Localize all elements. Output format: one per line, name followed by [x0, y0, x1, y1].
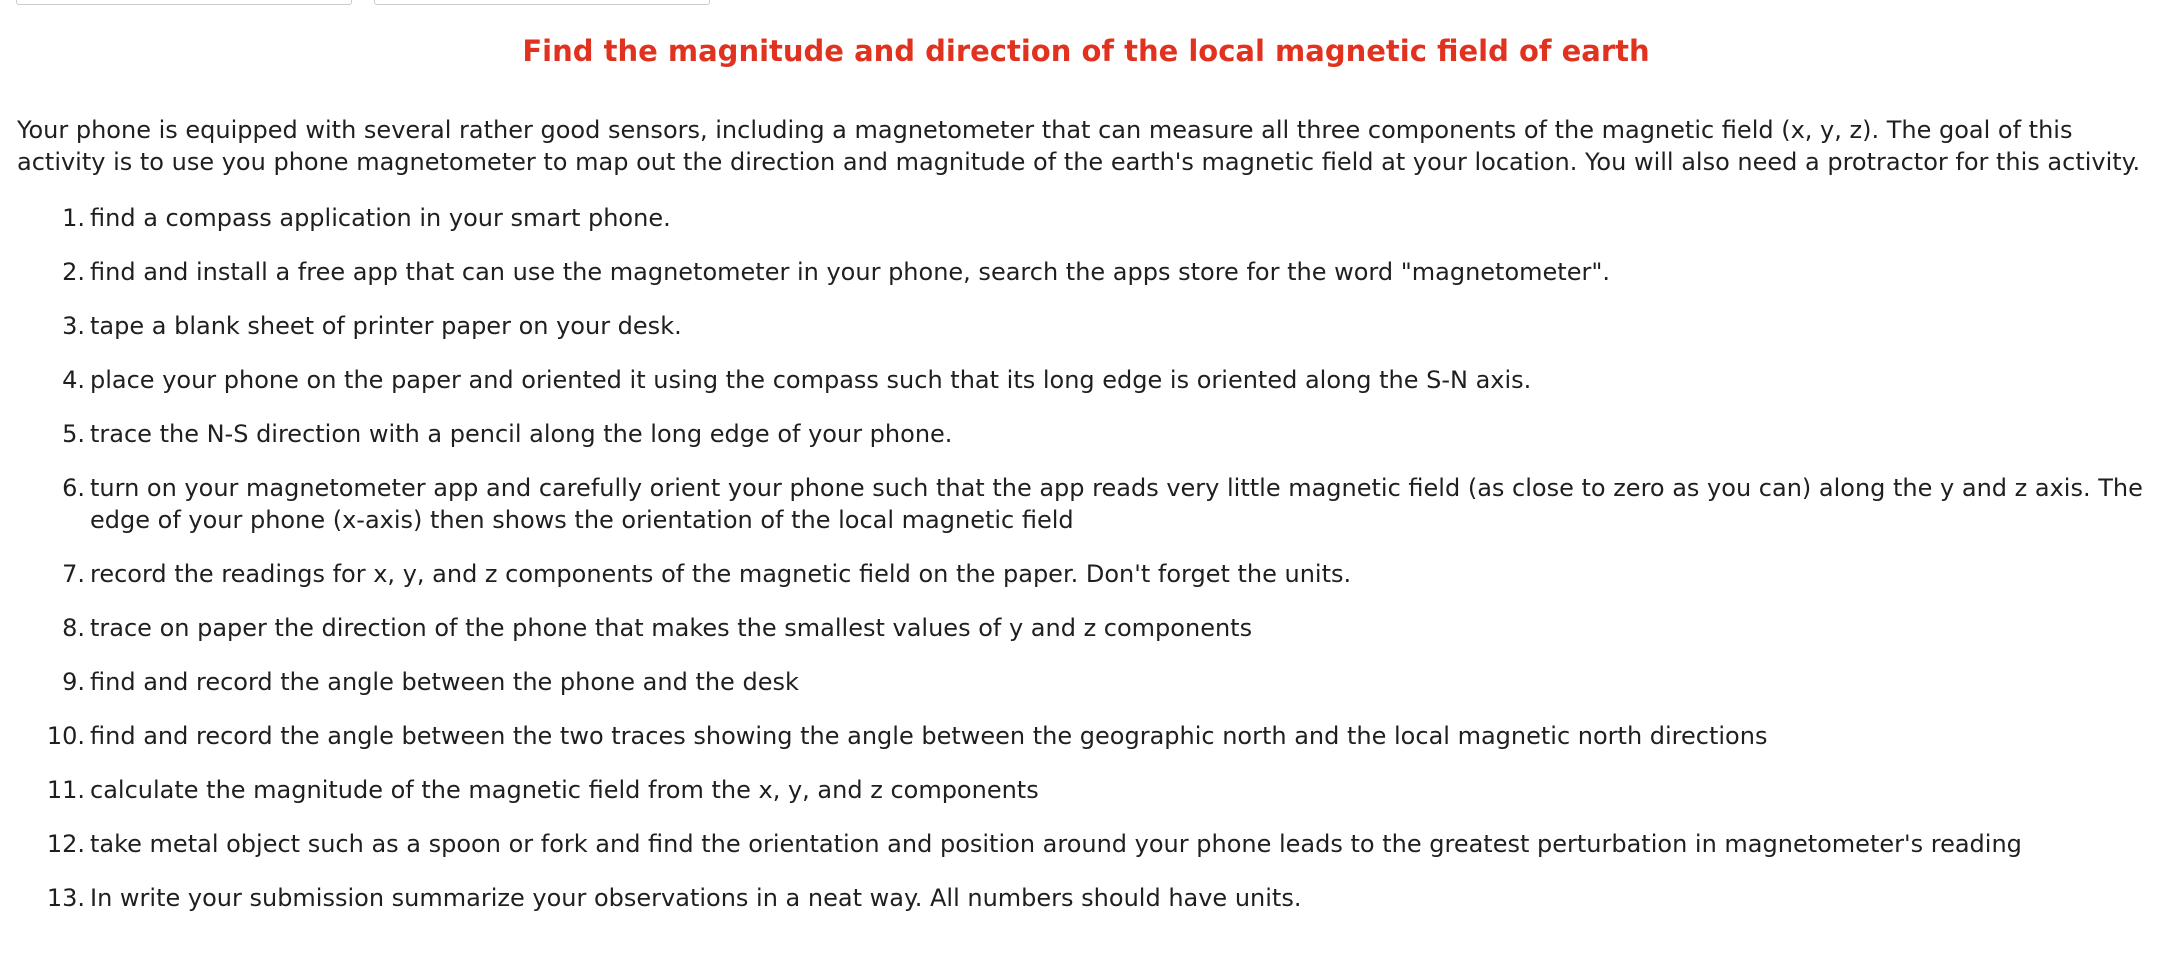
- step-text: record the readings for x, y, and z components of the magnetic field on the paper. Don't forget the units.: [90, 560, 1352, 588]
- step-text: tape a blank sheet of printer paper on your desk.: [90, 312, 682, 340]
- list-item: [17, 310, 2167, 342]
- step-number: 2.: [62, 258, 85, 286]
- step-number: 1.: [62, 204, 85, 232]
- step-text: trace the N-S direction with a pencil along the long edge of your phone.: [90, 420, 953, 448]
- list-item: [17, 364, 2167, 396]
- top-control-left[interactable]: [16, 0, 352, 5]
- step-text: trace on paper the direction of the phone that makes the smallest values of y and z components: [90, 614, 1253, 642]
- step-text: find and install a free app that can use the magnetometer in your phone, search the apps store for the word "magnetometer".: [90, 258, 1610, 286]
- step-number: 8.: [62, 614, 85, 642]
- step-text: turn on your magnetometer app and carefully orient your phone such that the app reads very little magnetic field (as close to zero as you can) along the y and z axis. The edge of your phone (x-axis) then shows the orientation of the local magnetic field: [90, 474, 2143, 534]
- step-text: In write your submission summarize your observations in a neat way. All numbers should have units.: [90, 884, 1302, 912]
- step-text: place your phone on the paper and oriented it using the compass such that its long edge is oriented along the S-N axis.: [90, 366, 1532, 394]
- list-item: [17, 558, 2167, 590]
- list-item: [17, 720, 2167, 752]
- step-number: 10.: [46, 722, 85, 750]
- list-item: [17, 202, 2167, 234]
- step-text: find and record the angle between the two traces showing the angle between the geographic north and the local magnetic north directions: [90, 722, 1768, 750]
- page-title: Find the magnitude and direction of the local magnetic field of earth: [522, 34, 1650, 68]
- list-item: [17, 774, 2167, 806]
- step-number: 7.: [62, 560, 85, 588]
- step-text: find and record the angle between the phone and the desk: [90, 668, 799, 696]
- step-number: 11.: [46, 776, 85, 804]
- step-text: calculate the magnitude of the magnetic field from the x, y, and z components: [90, 776, 1039, 804]
- list-item: [17, 882, 2167, 914]
- step-number: 13.: [46, 884, 85, 912]
- step-number: 3.: [62, 312, 85, 340]
- top-control-right[interactable]: [374, 0, 710, 5]
- step-number: 6.: [62, 474, 85, 502]
- step-text: take metal object such as a spoon or fork and find the orientation and position around your phone leads to the greatest perturbation in magnetometer's reading: [90, 830, 2022, 858]
- list-item: [17, 418, 2167, 450]
- list-item: [17, 612, 2167, 644]
- step-number: 5.: [62, 420, 85, 448]
- step-number: 4.: [62, 366, 85, 394]
- list-item: [17, 472, 2167, 536]
- step-number: 9.: [62, 668, 85, 696]
- steps-list: [17, 202, 2167, 936]
- step-text: find a compass application in your smart phone.: [90, 204, 671, 232]
- intro-paragraph: Your phone is equipped with several rather good sensors, including a magnetometer that can measure all three components of the magnetic field (x, y, z). The goal of this activity is to use you phone magnetometer to map out the direction and magnitude of the earth's magnetic field at your location. You will also need a protractor for this activity.: [17, 116, 2141, 176]
- list-item: [17, 828, 2167, 860]
- list-item: [17, 666, 2167, 698]
- list-item: [17, 256, 2167, 288]
- step-number: 12.: [46, 830, 85, 858]
